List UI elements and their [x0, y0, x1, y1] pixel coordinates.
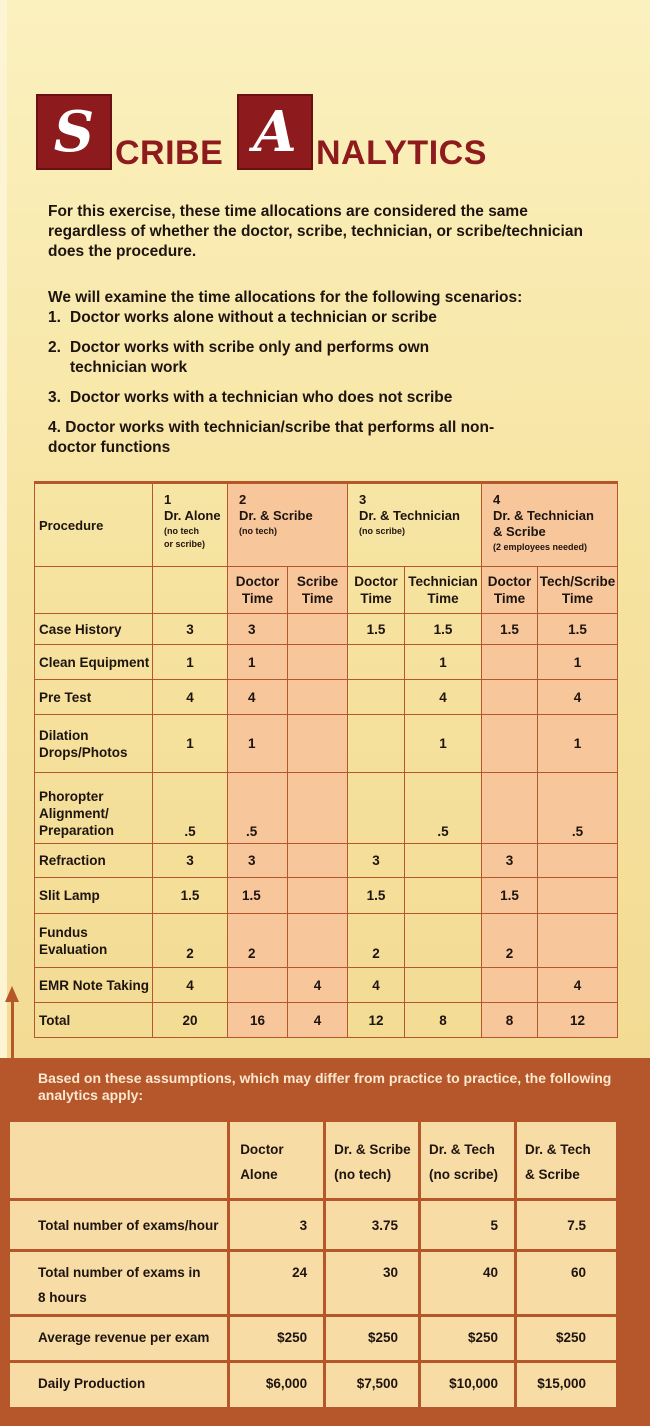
group-header-1 [153, 483, 228, 567]
analytics-value: 60 [517, 1252, 616, 1314]
table-cell: 12 [348, 1003, 405, 1038]
table-cell: 20 [153, 1003, 228, 1038]
analytics-value: $250 [517, 1317, 616, 1360]
group-header-2 [228, 483, 348, 567]
table-cell: 4 [153, 968, 228, 1003]
analytics-value: $250 [230, 1317, 323, 1360]
table-cell: 1.5 [348, 614, 405, 645]
analytics-value: $6,000 [230, 1363, 323, 1407]
table-cell [288, 914, 348, 968]
analytics-value: $15,000 [517, 1363, 616, 1407]
analytics-header: Dr. & Tech & Scribe [517, 1122, 616, 1198]
scenario-number: 3. [48, 389, 61, 406]
row-label: Clean Equipment [35, 645, 153, 680]
table-cell: 4 [228, 680, 288, 715]
table-cell: 1.5 [538, 614, 618, 645]
row-label: Refraction [35, 844, 153, 878]
table-cell [348, 680, 405, 715]
table-row [35, 773, 618, 844]
table-cell: 1.5 [482, 878, 538, 914]
procedure-header: Procedure [35, 483, 153, 567]
sub-header: Scribe Time [288, 567, 348, 614]
scenarios-intro: We will examine the time allocations for the following scenarios: [48, 289, 523, 306]
table-cell: 3 [153, 844, 228, 878]
table-cell [405, 968, 482, 1003]
table-cell: 3 [228, 844, 288, 878]
table-cell: 4 [405, 680, 482, 715]
group-note: (2 employees needed) [493, 542, 588, 552]
table-cell: 3 [348, 844, 405, 878]
table-cell [482, 715, 538, 773]
row-label: Case History [35, 614, 153, 645]
table-cell: 1.5 [482, 614, 538, 645]
table-cell [405, 914, 482, 968]
scenario-item [48, 388, 568, 408]
dropcap-s: S [36, 94, 112, 170]
table-cell: .5 [405, 773, 482, 844]
analytics-value: $7,500 [326, 1363, 418, 1407]
table-cell: 1 [538, 715, 618, 773]
analytics-value: 24 [230, 1252, 323, 1314]
table-cell: 1.5 [228, 878, 288, 914]
group-number: 4 [493, 492, 501, 507]
group-name: Dr. & Technician [493, 508, 594, 523]
table-cell: 8 [405, 1003, 482, 1038]
scenario-number: 4. [48, 419, 61, 436]
title-word-scribe: CRIBE [115, 134, 224, 172]
page-title [36, 94, 616, 174]
scenario-text: Doctor works with a technician who does not scribe [70, 389, 453, 406]
table-cell: 1 [153, 715, 228, 773]
analytics-label: Total number of exams/hour [10, 1201, 227, 1249]
group-name: Dr. & Scribe [239, 508, 313, 523]
sub-header-row [35, 567, 618, 614]
analytics-row [10, 1252, 616, 1314]
row-label: Slit Lamp [35, 878, 153, 914]
table-cell: 1 [405, 645, 482, 680]
group-note: (no scribe) [359, 526, 406, 536]
table-cell: 3 [153, 614, 228, 645]
table-cell [288, 645, 348, 680]
group-name: & Scribe [493, 524, 546, 539]
table-cell [482, 680, 538, 715]
scenario-text: Doctor works with technician/scribe that performs all non-doctor functions [48, 419, 495, 456]
table-cell: 16 [228, 1003, 288, 1038]
table-cell [538, 844, 618, 878]
group-name: Dr. Alone [164, 508, 221, 523]
row-label: Fundus Evaluation [35, 914, 153, 968]
scenario-text: Doctor works with scribe only and performs own technician work [70, 339, 430, 376]
sub-header: Doctor Time [348, 567, 405, 614]
table-cell: 4 [538, 680, 618, 715]
scenario-list [48, 308, 568, 458]
table-row [35, 645, 618, 680]
table-cell: 1.5 [405, 614, 482, 645]
analytics-header-row [10, 1122, 616, 1198]
analytics-table [7, 1119, 619, 1410]
analytics-value: $250 [421, 1317, 514, 1360]
table-cell [228, 968, 288, 1003]
analytics-value: 40 [421, 1252, 514, 1314]
table-cell [405, 878, 482, 914]
table-cell: 4 [348, 968, 405, 1003]
analytics-header: Dr. & Tech (no scribe) [421, 1122, 514, 1198]
table-cell [538, 878, 618, 914]
table-cell: 2 [348, 914, 405, 968]
analytics-note: Based on these assumptions, which may differ from practice to practice, the following analytics apply: [38, 1070, 612, 1103]
row-label: EMR Note Taking [35, 968, 153, 1003]
table-cell [482, 773, 538, 844]
sub-header: Doctor Time [228, 567, 288, 614]
empty-cell [153, 567, 228, 614]
table-cell [288, 614, 348, 645]
table-row [35, 968, 618, 1003]
group-number: 3 [359, 492, 367, 507]
table-cell: 1 [538, 645, 618, 680]
scenario-text: Doctor works alone without a technician or scribe [70, 309, 437, 326]
table-cell [288, 680, 348, 715]
table-cell: 1.5 [348, 878, 405, 914]
table-cell: .5 [153, 773, 228, 844]
analytics-header: Dr. & Scribe (no tech) [326, 1122, 418, 1198]
table-cell: .5 [228, 773, 288, 844]
group-header-3 [348, 483, 482, 567]
empty-cell [35, 567, 153, 614]
table-cell [348, 715, 405, 773]
table-cell: 2 [228, 914, 288, 968]
table-cell: 4 [288, 968, 348, 1003]
analytics-value: 5 [421, 1201, 514, 1249]
table-cell: 1 [405, 715, 482, 773]
dropcap-a: A [237, 94, 313, 170]
group-number: 2 [239, 492, 247, 507]
sub-header: Tech/Scribe Time [538, 567, 618, 614]
scenario-item [48, 308, 568, 328]
row-label: Total [35, 1003, 153, 1038]
scenario-number: 2. [48, 339, 61, 356]
analytics-value: 7.5 [517, 1201, 616, 1249]
row-label: Phoropter Alignment/ Preparation [35, 773, 153, 844]
scenario-item [48, 418, 518, 458]
analytics-value: 3.75 [326, 1201, 418, 1249]
total-row [35, 1003, 618, 1038]
group-number: 1 [164, 492, 172, 507]
time-allocation-table [34, 481, 618, 1038]
empty-cell [10, 1122, 227, 1198]
analytics-label: Total number of exams in 8 hours [10, 1252, 227, 1314]
group-note: (no tech [164, 526, 199, 536]
table-cell: 1 [228, 645, 288, 680]
analytics-value: $10,000 [421, 1363, 514, 1407]
table-cell [348, 645, 405, 680]
scenario-item [48, 338, 568, 378]
table-cell: 4 [153, 680, 228, 715]
analytics-row [10, 1201, 616, 1249]
group-header-row [35, 483, 618, 567]
table-cell [288, 715, 348, 773]
group-header-4 [482, 483, 618, 567]
sub-header: Doctor Time [482, 567, 538, 614]
table-row [35, 614, 618, 645]
table-row [35, 878, 618, 914]
table-cell [482, 968, 538, 1003]
row-label: Dilation Drops/Photos [35, 715, 153, 773]
table-row [35, 715, 618, 773]
group-name: Dr. & Technician [359, 508, 460, 523]
analytics-value: $250 [326, 1317, 418, 1360]
table-cell [288, 878, 348, 914]
sub-header: Technician Time [405, 567, 482, 614]
analytics-row [10, 1363, 616, 1407]
table-cell [405, 844, 482, 878]
table-cell [538, 914, 618, 968]
analytics-row [10, 1317, 616, 1360]
analytics-value: 30 [326, 1252, 418, 1314]
analytics-panel [0, 1058, 650, 1426]
table-cell: 2 [153, 914, 228, 968]
arrow-line [11, 1000, 14, 1060]
row-label: Pre Test [35, 680, 153, 715]
table-row [35, 844, 618, 878]
analytics-label: Daily Production [10, 1363, 227, 1407]
group-note: (no tech) [239, 526, 277, 536]
intro-paragraph: For this exercise, these time allocations are considered the same regardless of whether the doctor, scribe, technician, or scribe/technician does the procedure. [48, 203, 583, 260]
table-cell: 3 [228, 614, 288, 645]
scenario-number: 1. [48, 309, 61, 326]
table-cell [482, 645, 538, 680]
table-cell [348, 773, 405, 844]
analytics-value: 3 [230, 1201, 323, 1249]
table-row [35, 914, 618, 968]
table-cell [288, 773, 348, 844]
table-cell: 1.5 [153, 878, 228, 914]
analytics-label: Average revenue per exam [10, 1317, 227, 1360]
table-cell: 4 [288, 1003, 348, 1038]
group-note: or scribe) [164, 539, 206, 549]
title-word-analytics: NALYTICS [316, 134, 487, 172]
table-cell: 3 [482, 844, 538, 878]
table-cell: 12 [538, 1003, 618, 1038]
table-cell: 1 [228, 715, 288, 773]
table-cell: 4 [538, 968, 618, 1003]
analytics-header: Doctor Alone [230, 1122, 323, 1198]
table-row [35, 680, 618, 715]
table-cell: 8 [482, 1003, 538, 1038]
table-cell: 2 [482, 914, 538, 968]
table-cell [288, 844, 348, 878]
table-cell: .5 [538, 773, 618, 844]
table-cell: 1 [153, 645, 228, 680]
